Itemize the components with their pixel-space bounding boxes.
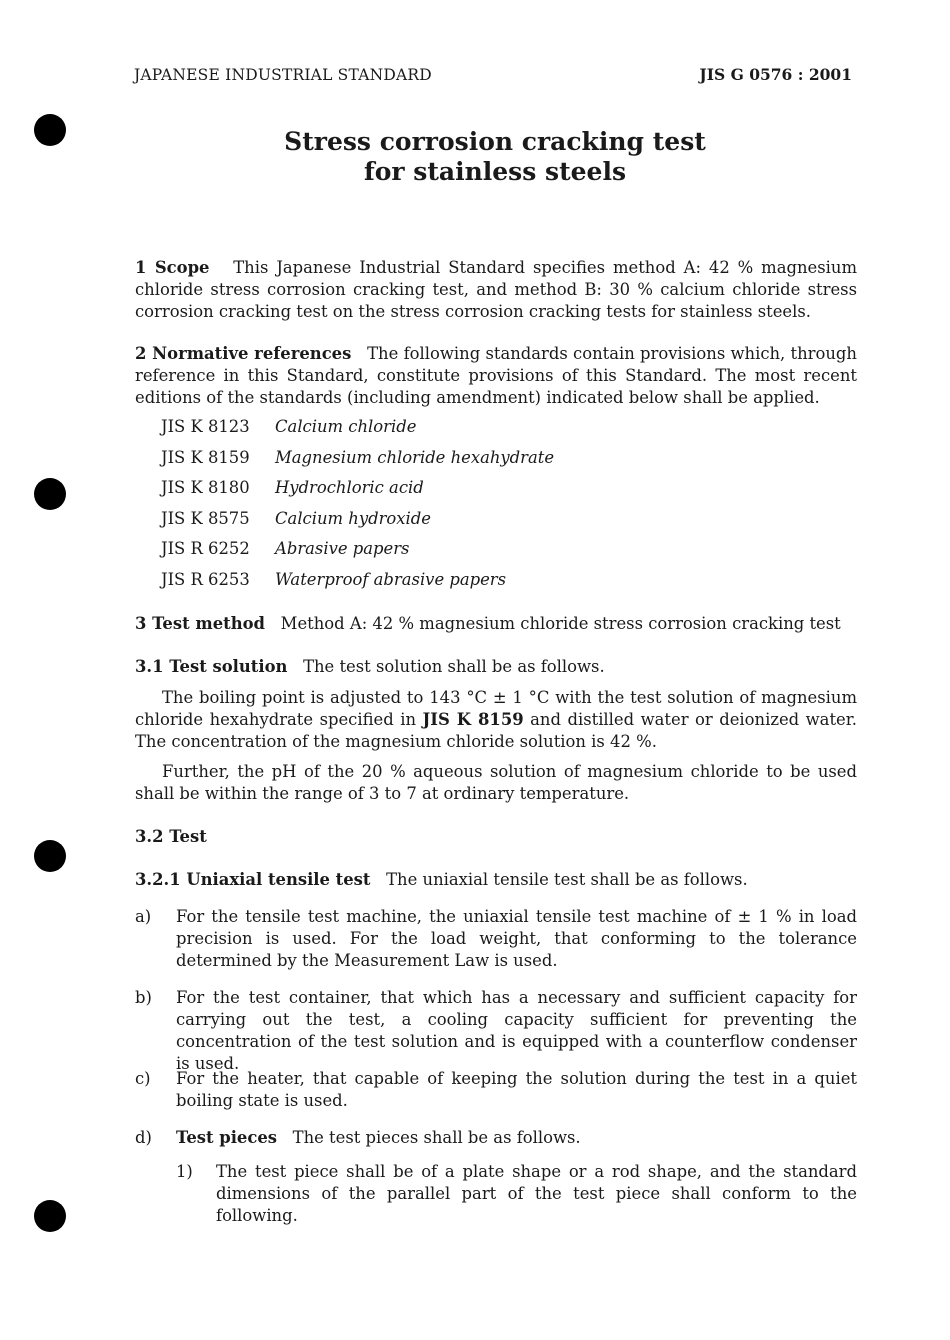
paragraph-ph: Further, the pH of the 20 % aqueous solution of magnesium chloride to be used shall be within the range of 3 to 7 at ordinary temperature. [135,762,857,803]
section-test-method [135,613,857,635]
paragraph-boiling-point [135,687,857,753]
sub-list-item-label: 1) [176,1162,193,1181]
reference-code: JIS K 8180 [161,478,250,497]
section-heading: 3.2.1 Uniaxial tensile test [135,870,371,889]
list-item-text: For the test container, that which has a necessary and sufficient capacity for carrying out the test, a cooling capacity sufficient for preventing the concentration of the test solution and is equipped with a counterflow condenser is used. [176,988,857,1073]
list-item [135,906,857,972]
binding-hole [34,840,66,872]
list-item-text: For the tensile test machine, the uniaxial tensile test machine of ± 1 % in load precision is used. For the load weight, that conforming to the tolerance determined by the Measurement Law is used. [176,907,857,970]
reference-name: Abrasive papers [275,539,410,558]
section-text: The following standards contain provisions which, through reference in this Standard, constitute provisions of this Standard. The most recent editions of the standards (including amendment) indicated below shall be applied. [135,344,857,407]
section-test-solution [135,656,857,678]
reference-name: Waterproof abrasive papers [275,569,507,589]
reference-item [161,538,554,569]
title-line-2: for stainless steels [363,157,627,186]
reference-item [161,416,554,447]
reference-item [161,447,554,478]
section-text: Method A: 42 % magnesium chloride stress corrosion cracking test [280,614,841,633]
standard-number: JIS G 0576 : 2001 [699,65,852,84]
reference-code: JIS K 8159 [161,447,250,467]
list-item-text [176,1127,857,1149]
sub-list-item [176,1161,857,1227]
reference-code: JIS K 8575 [161,508,250,528]
section-scope [135,257,857,323]
list-item-label: a) [135,907,152,926]
section-normative-references [135,343,857,409]
section-text: This Japanese Industrial Standard specifies method A: 42 % magnesium chloride stress corrosion cracking test, and method B: 30 % calcium chloride stress corrosion cracking test on the stress corrosion cracking tests for stainless steels. [135,258,857,321]
section-text: The uniaxial tensile test shall be as follows. [386,870,748,889]
list-item [135,1068,857,1112]
section-uniaxial-tensile-test [135,869,857,891]
reference-item [161,569,554,600]
title-line-1: Stress corrosion cracking test [284,127,706,156]
reference-item [161,508,554,539]
list-item-text: For the heater, that capable of keeping the solution during the test in a quiet boiling state is used. [176,1069,857,1110]
list-item-heading: Test pieces [176,1128,277,1147]
binding-hole [34,114,66,146]
binding-hole [34,478,66,510]
reference-list [161,416,554,599]
paragraph-text: The boiling point is adjusted to 143 °C ± 1 °C with the test solution of magnesium chloride hexahydrate specified in [135,688,857,729]
section-heading-test: 3.2 Test [135,827,207,846]
page-title [200,127,790,187]
list-item-label: d) [135,1128,152,1147]
reference-name: Hydrochloric acid [275,478,424,497]
reference-name: Magnesium chloride hexahydrate [275,447,555,467]
reference-code: JIS R 6253 [161,569,250,589]
list-item-label: b) [135,988,152,1007]
sub-list-item-text: The test piece shall be of a plate shape or a rod shape, and the standard dimensions of the parallel part of the test piece shall conform to the following. [216,1162,857,1225]
binding-hole [34,1200,66,1232]
reference-code: JIS K 8123 [161,417,250,436]
standard-type: JAPANESE INDUSTRIAL STANDARD [134,66,432,84]
section-text: The test solution shall be as follows. [303,657,605,676]
reference-code: JIS R 6252 [161,539,250,558]
reference-name: Calcium hydroxide [275,508,431,528]
list-item [135,987,857,1075]
standard-reference: JIS K 8159 [422,710,524,729]
reference-name: Calcium chloride [275,417,417,436]
list-item [135,1127,857,1149]
section-heading: 1 Scope [135,258,210,277]
section-heading: 3.1 Test solution [135,657,288,676]
list-item-label: c) [135,1069,151,1088]
section-heading: 3 Test method [135,614,266,633]
section-heading: 2 Normative references [135,344,352,363]
paragraph-text: and distilled water or deionized water. The concentration of the magnesium chloride solution is 42 %. [135,710,857,751]
reference-item [161,477,554,508]
list-item-body: The test pieces shall be as follows. [292,1128,581,1147]
